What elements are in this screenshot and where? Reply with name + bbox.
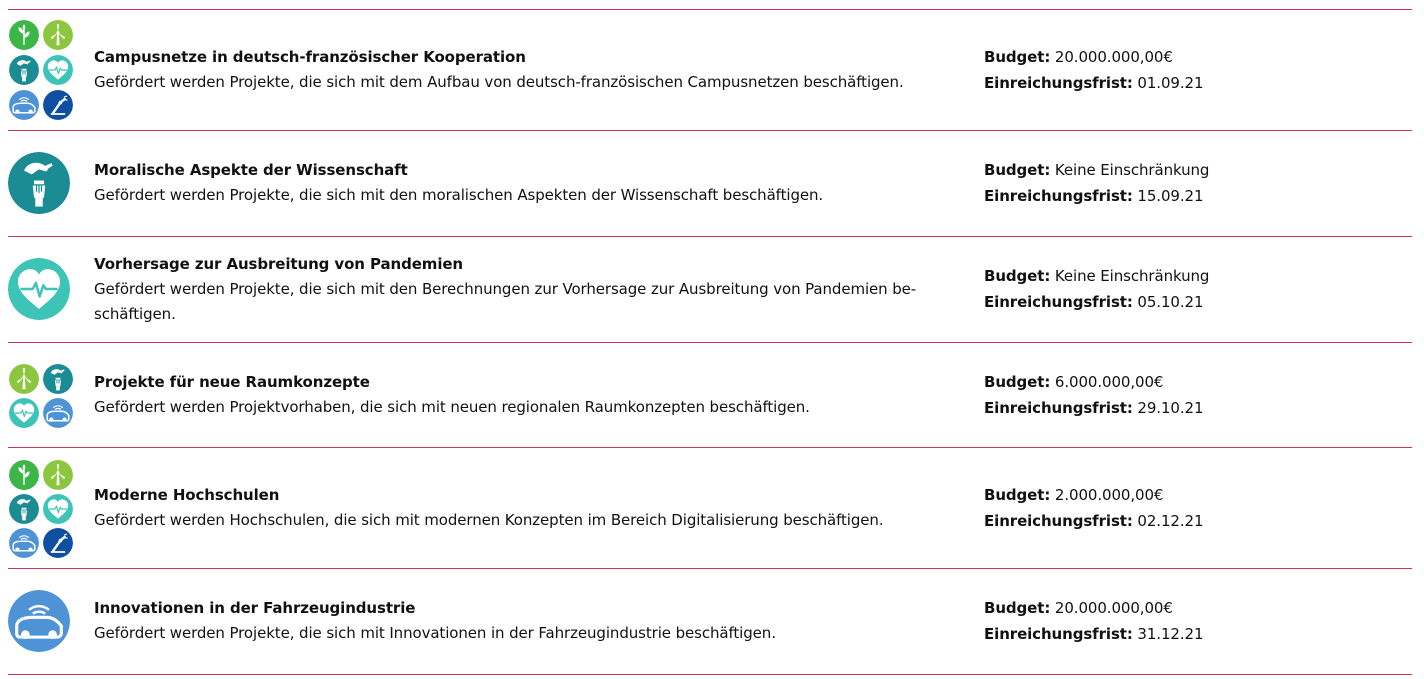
- budget-label: Budget:: [984, 486, 1051, 504]
- heart-pulse-icon: [9, 398, 39, 428]
- deadline-value: 31.12.21: [1137, 624, 1204, 643]
- item-description: Gefördert werden Hochschulen, die sich mit modernen Konzepten im Bereich Digitalisierung beschäftigen.: [94, 511, 884, 529]
- item-description: Gefördert werden Projekte, die sich mit den moralischen Aspekten der Wissenschaft beschäftigen.: [94, 186, 824, 204]
- deadline-value: 29.10.21: [1137, 398, 1204, 417]
- item-text: [94, 158, 944, 208]
- budget-label: Budget:: [984, 373, 1051, 391]
- item-text: [94, 252, 944, 327]
- deadline-value: 05.10.21: [1137, 292, 1204, 311]
- item-description-line-2: schäftigen.: [94, 305, 176, 323]
- divider: [8, 674, 1412, 675]
- budget-value: 6.000.000,00€: [1054, 373, 1164, 391]
- budget-label: Budget:: [984, 48, 1051, 66]
- budget-value: 20.000.000,00€: [1054, 48, 1173, 66]
- connected-car-icon: [9, 528, 39, 558]
- item-title[interactable]: Vorhersage zur Ausbreitung von Pandemien: [94, 255, 464, 273]
- item-title[interactable]: Moralische Aspekte der Wissenschaft: [94, 161, 408, 179]
- hand-plug-icon: [9, 494, 39, 524]
- list-item[interactable]: [8, 569, 1412, 674]
- item-title[interactable]: Campusnetze in deutsch-französischer Kooperation: [94, 48, 526, 66]
- item-title[interactable]: Moderne Hochschulen: [94, 486, 280, 504]
- deadline-label: Einreichungsfrist:: [984, 186, 1133, 205]
- heart-pulse-icon: [43, 494, 73, 524]
- robot-arm-icon: [43, 90, 73, 120]
- hand-plug-icon: [8, 152, 70, 214]
- deadline-label: Einreichungsfrist:: [984, 73, 1133, 92]
- item-text: [94, 483, 944, 533]
- connected-car-icon: [8, 590, 70, 652]
- list-item[interactable]: [8, 448, 1412, 568]
- item-meta: [984, 370, 1404, 421]
- item-meta: [984, 483, 1404, 534]
- deadline-value: 02.12.21: [1137, 511, 1204, 530]
- deadline-label: Einreichungsfrist:: [984, 624, 1133, 643]
- deadline-value: 01.09.21: [1137, 73, 1204, 92]
- plant-icon: [9, 20, 39, 50]
- heart-pulse-icon: [8, 258, 70, 320]
- budget-label: Budget:: [984, 267, 1051, 285]
- item-description: Gefördert werden Projekte, die sich mit Innovationen in der Fahrzeugindustrie beschäftigen.: [94, 624, 776, 642]
- item-meta: [984, 158, 1404, 209]
- wind-turbine-icon: [9, 364, 39, 394]
- item-description: Gefördert werden Projektvorhaben, die sich mit neuen regionalen Raumkonzepten beschäftigen.: [94, 398, 810, 416]
- item-text: [94, 596, 944, 646]
- deadline-label: Einreichungsfrist:: [984, 398, 1133, 417]
- item-text: [94, 370, 944, 420]
- item-meta: [984, 264, 1404, 315]
- deadline-label: Einreichungsfrist:: [984, 511, 1133, 530]
- budget-value: Keine Einschränkung: [1054, 267, 1210, 285]
- deadline-label: Einreichungsfrist:: [984, 292, 1133, 311]
- item-description-line-1: Gefördert werden Projekte, die sich mit den Berechnungen zur Vorhersage zur Ausbreitung von Pandemien be-: [94, 280, 917, 298]
- list-item[interactable]: [8, 343, 1412, 447]
- item-meta: [984, 596, 1404, 647]
- budget-label: Budget:: [984, 599, 1051, 617]
- list-item[interactable]: [8, 10, 1412, 130]
- funding-list: [8, 9, 1412, 675]
- budget-label: Budget:: [984, 161, 1051, 179]
- hand-plug-icon: [43, 364, 73, 394]
- deadline-value: 15.09.21: [1137, 186, 1204, 205]
- item-text: [94, 45, 944, 95]
- budget-value: 20.000.000,00€: [1054, 599, 1173, 617]
- heart-pulse-icon: [43, 55, 73, 85]
- robot-arm-icon: [43, 528, 73, 558]
- item-title[interactable]: Innovationen in der Fahrzeugindustrie: [94, 599, 416, 617]
- list-item[interactable]: [8, 237, 1412, 342]
- connected-car-icon: [43, 398, 73, 428]
- wind-turbine-icon: [43, 460, 73, 490]
- connected-car-icon: [9, 90, 39, 120]
- item-title[interactable]: Projekte für neue Raumkonzepte: [94, 373, 370, 391]
- budget-value: 2.000.000,00€: [1054, 486, 1164, 504]
- item-description: Gefördert werden Projekte, die sich mit dem Aufbau von deutsch-französischen Campusnetzen beschäftigen.: [94, 73, 904, 91]
- budget-value: Keine Einschränkung: [1054, 161, 1210, 179]
- wind-turbine-icon: [43, 20, 73, 50]
- list-item[interactable]: [8, 131, 1412, 236]
- item-meta: [984, 45, 1404, 96]
- plant-icon: [9, 460, 39, 490]
- hand-plug-icon: [9, 55, 39, 85]
